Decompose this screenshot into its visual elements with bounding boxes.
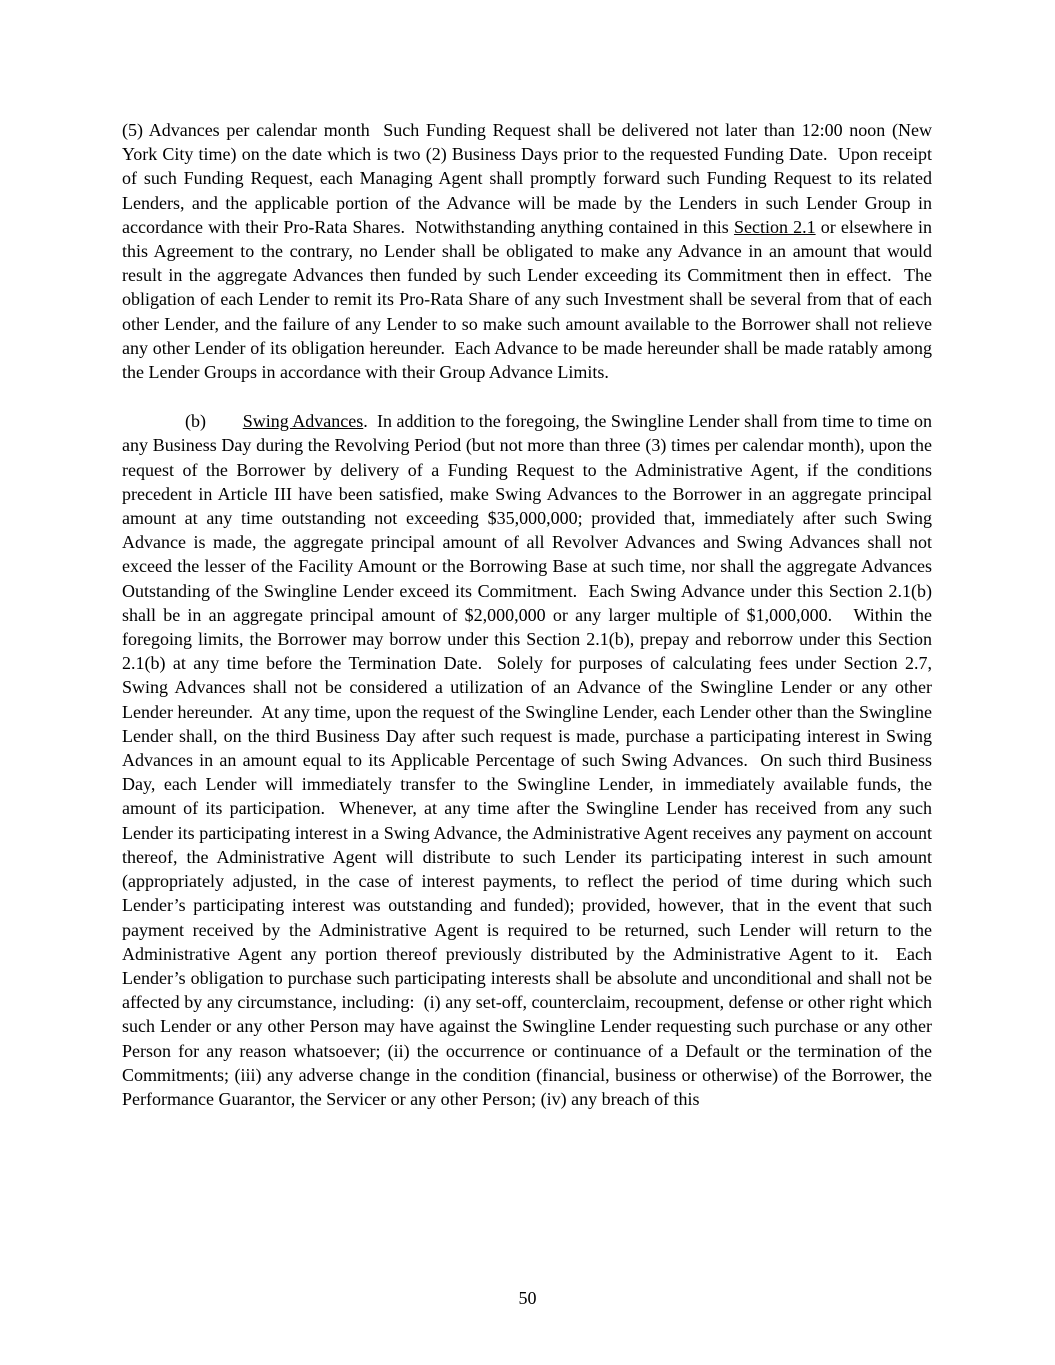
paragraph-b-swing-advances: [122, 409, 937, 1111]
page-number: 50: [518, 1288, 537, 1308]
text-run: (5) Advances per calendar month Such Funding Request shall be delivered not later than 12:00 noon (New York City time) on the date which is two (2) Business Days prior to the requested Funding Date. Upon receipt of such Funding Request, each Managing Agent shall promptly forward such Funding Request to its related Lenders, and the applicable portion of the Advance will be made by the Lenders in such Lender Group in accordance with their Pro-Rata Shares. Notwithstanding anything contained in this: [122, 120, 937, 237]
text-run: or elsewhere in this Agreement to the contrary, no Lender shall be obligated to make any Advance in an amount that would result in the aggregate Advances then funded by such Lender exceeding its Commitment then in effect. The obligation of each Lender to remit its Pro-Rata Share of any such Investment shall be several from that of each other Lender, and the failure of any Lender to so make such amount available to the Borrower shall not relieve any other Lender of its obligation hereunder. Each Advance to be made hereunder shall be made ratably among the Lender Groups in accordance with their Group Advance Limits.: [122, 216, 937, 383]
underlined-term: Swing Advances: [242, 411, 364, 432]
document-body: [122, 118, 937, 1136]
text-run: (b): [185, 411, 243, 432]
text-run: . In addition to the foregoing, the Swingline Lender shall from time to time on any Business Day during the Revolving Period (but not more than three (3) times per calendar month), upon the request of the Borrower by delivery of a Funding Request to the Administrative Agent, if the conditions precedent in Article III have been satisfied, make Swing Advances to the Borrower in an aggregate principal amount at any time outstanding not exceeding $35,000,000; provided that, immediately after such Swing Advance is made, the aggregate principal amount of all Revolver Advances and Swing Advances shall not exceed the lesser of the Facility Amount or the Borrowing Base at such time, nor shall the aggregate Advances Outstanding of the Swingline Lender exceed its Commitment. Each Swing Advance under this Section 2.1(b) shall be in an aggregate principal amount of $2,000,000 or any larger multiple of $1,000,000. Within the foregoing limits, the Borrower may borrow under this Section 2.1(b), prepay and reborrow under this Section 2.1(b) at any time before the Termination Date. Solely for purposes of calculating fees under Section 2.7, Swing Advances shall not be considered a utilization of an Advance of the Swingline Lender or any other Lender hereunder. At any time, upon the request of the Swingline Lender, each Lender other than the Swingline Lender shall, on the third Business Day after such request is made, purchase a participating interest in Swing Advances in an amount equal to its Applicable Percentage of such Swing Advances. On such third Business Day, each Lender will immediately transfer to the Swingline Lender, in immediately available funds, the amount of its participation. Whenever, at any time after the Swingline Lender has received from any such Lender its participating interest in a Swing Advance, the Administrative Agent receives any payment on account thereof, the Administrative Agent will distribute to such Lender its participating interest in such amount (appropriately adjusted, in the case of interest payments, to reflect the period of time during which such Lender’s participating interest was outstanding and funded); provided, however, that in the event that such payment received by the Administrative Agent is required to be returned, such Lender will return to the Administrative Agent any portion thereof previously distributed by the Administrative Agent to it. Each Lender’s obligation to purchase such participating interests shall be absolute and unconditional and shall not be affected by any circumstance, including: (i) any set-off, counterclaim, recoupment, defense or other right which such Lender or any other Person may have against the Swingline Lender requesting such purchase or any other Person for any reason whatsoever; (ii) the occurrence or continuance of a Default or the termination of the Commitments; (iii) any adverse change in the condition (financial, business or otherwise) of the Borrower, the Performance Guarantor, the Servicer or any other Person; (iv) any breach of this: [122, 411, 937, 1109]
underlined-term: Section 2.1: [733, 216, 816, 237]
paragraph-5-advances: [122, 118, 937, 384]
